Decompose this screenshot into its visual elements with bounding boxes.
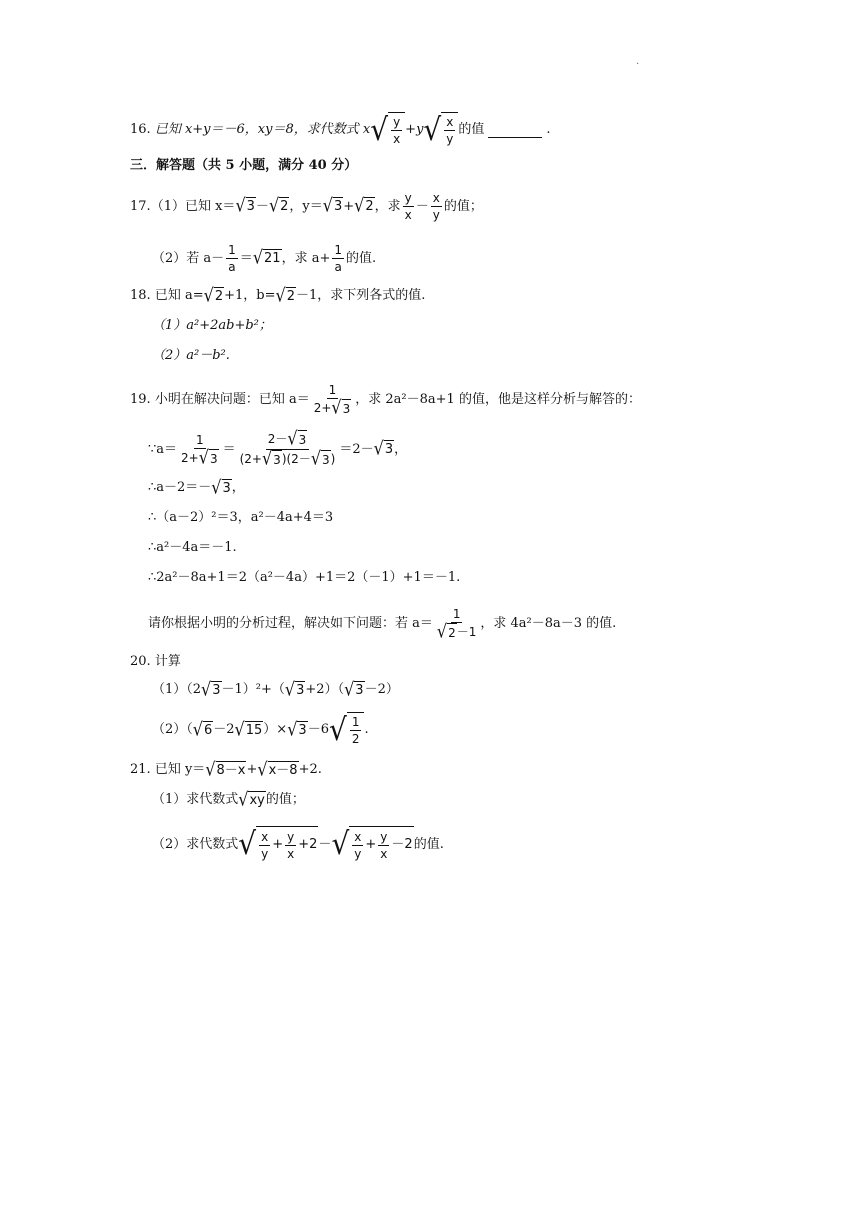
q19-task xyxy=(148,606,616,642)
question-21 xyxy=(130,757,322,780)
sqrt-expr-plus2: √ $\frac{x}{y}$ + $\frac{y}{x}$ +2 xyxy=(238,825,318,862)
frac-1-over-2-plus-sqrt3: 1 2+ √ 3 xyxy=(313,383,351,419)
sqrt-expr-minus2: √ $\frac{x}{y}$ + $\frac{y}{x}$ －2 xyxy=(331,825,413,862)
sqrt-half: √ $\frac{1}{2}$ xyxy=(329,712,364,748)
q21-text-c: +2. xyxy=(298,762,322,777)
q19-step3: ∴（a－2）²＝3，a²－4a+4＝3 xyxy=(148,510,334,525)
q20-part2 xyxy=(152,712,369,748)
q19-task-text: 请你根据小明的分析过程，解决如下问题：若 a＝ xyxy=(148,616,433,631)
sqrt-2: √ 2 xyxy=(268,194,289,217)
q20-p1d: －2） xyxy=(364,682,399,697)
q20-p1b: －1）²+（ xyxy=(221,682,285,697)
sqrt-2: √ 2 xyxy=(275,283,295,306)
q16-number: 16. xyxy=(130,122,151,137)
q19-s1c: ＝2－ xyxy=(339,441,374,457)
sqrt-3: √ 3 xyxy=(211,475,231,498)
q19-s1d: ， xyxy=(394,441,408,457)
q21-p2: （2）求代数式 xyxy=(152,836,239,852)
q16-text: 已知 x+y＝－6，xy＝8，求代数式 x xyxy=(154,122,371,137)
q21-text: 已知 y＝ xyxy=(154,762,206,777)
page-marker: . xyxy=(636,56,640,67)
sqrt-3: √ 3 xyxy=(373,437,394,460)
q17-p1-text: （1）已知 x＝ xyxy=(150,198,236,214)
sqrt-2: √ 2 xyxy=(354,194,374,217)
q18-part1: （1）a²+2ab+b²； xyxy=(152,318,272,333)
q20-title: 计算 xyxy=(154,654,181,669)
q19-intro: 小明在解决问题：已知 a＝ xyxy=(154,392,310,407)
q17-p2-ask: ，求 a+ xyxy=(281,250,331,266)
q20-p2d: －6 xyxy=(307,722,329,737)
frac-1-over-a: $\frac{1}{a}$ xyxy=(334,243,342,274)
q19-step2 xyxy=(148,475,245,498)
q16-plus: +y xyxy=(405,122,424,137)
q20-p1: （1）（2 xyxy=(152,682,202,697)
answer-blank[interactable] xyxy=(488,123,542,138)
q17-p1-end: 的值； xyxy=(443,198,483,214)
q19-s2b: ， xyxy=(231,480,245,495)
question-18 xyxy=(130,283,426,306)
q17-p2-text: （2）若 a－ xyxy=(152,250,225,266)
q18-number: 18. xyxy=(130,288,151,303)
sqrt-21: √ 21 xyxy=(252,246,281,269)
q18-text-b: +1，b= xyxy=(224,288,276,303)
q21-p1: （1）求代数式 xyxy=(152,792,239,807)
q18-text: 已知 a= xyxy=(154,288,204,303)
sqrt-2: √ 2 xyxy=(203,283,224,306)
q16-end: . xyxy=(546,122,551,137)
question-16 xyxy=(130,112,551,148)
q16-tail: 的值 xyxy=(458,122,485,137)
sqrt-3: √ 3 xyxy=(322,194,343,217)
q19-step1 xyxy=(148,427,408,470)
q19-step4: ∴a²－4a＝－1. xyxy=(148,540,237,555)
sqrt-15: √ 15 xyxy=(234,717,263,740)
section-title: 三．解答题（共 5 小题，满分 40 分） xyxy=(130,158,358,173)
q21-part1 xyxy=(152,787,305,810)
q20-p1c: +2）（ xyxy=(305,682,345,697)
q17-y-eq: ，y＝ xyxy=(289,198,323,214)
q20-p2b: －2 xyxy=(213,722,235,737)
q20-part1 xyxy=(152,677,399,700)
sqrt-8-minus-x: √ 8－x xyxy=(205,757,246,780)
minus-sign: － xyxy=(415,198,429,214)
question-20 xyxy=(130,652,181,672)
q20-p2e: . xyxy=(364,722,369,737)
minus-sign: － xyxy=(255,198,269,214)
question-17-part2 xyxy=(152,242,376,275)
equals-sign: ＝ xyxy=(239,250,253,266)
q20-p2c: ）× xyxy=(263,722,288,737)
q18-part2: （2）a²－b². xyxy=(152,348,230,363)
sqrt-3: √ 3 xyxy=(284,677,305,700)
frac-1-over-sqrt2-minus-1: 1 √ 2 －1 xyxy=(436,607,477,643)
question-19 xyxy=(130,382,641,418)
equals-sign: ＝ xyxy=(222,441,236,457)
sqrt-y-over-x: √ $\frac{y}{x}$ xyxy=(370,112,405,148)
minus-sign: － xyxy=(318,836,332,852)
sqrt-3: √ 3 xyxy=(344,677,364,700)
frac-step1: 1 2+ √ 3 xyxy=(181,432,218,468)
sqrt-3: √ 3 xyxy=(287,717,307,740)
question-17-part1 xyxy=(130,190,483,223)
sqrt-xy: √ xy xyxy=(238,787,265,810)
frac-1-over-a: $\frac{1}{a}$ xyxy=(228,243,236,274)
q17-number: 17. xyxy=(130,198,151,214)
q17-ask: ，求 xyxy=(374,198,401,214)
frac-x-over-y: $\frac{x}{y}$ xyxy=(432,191,440,222)
q18-text-c: －1，求下列各式的值. xyxy=(295,288,426,303)
q19-intro-b: ，求 2a²－8a+1 的值，他是这样分析与解答的： xyxy=(355,392,641,407)
q17-p2-end: 的值. xyxy=(345,250,377,266)
q21-number: 21. xyxy=(130,762,151,777)
sqrt-3: √ 3 xyxy=(235,194,255,217)
plus-sign: + xyxy=(343,198,355,214)
q21-p1b: 的值； xyxy=(265,792,305,807)
q19-task-b: ，求 4a²－8a－3 的值. xyxy=(480,616,617,631)
q21-part2 xyxy=(152,826,444,863)
plus-sign: + xyxy=(246,762,258,777)
q20-number: 20. xyxy=(130,654,151,669)
frac-y-over-x: $\frac{y}{x}$ xyxy=(404,191,412,222)
sqrt-x-minus-8: √ x－8 xyxy=(257,757,298,780)
q21-p2c: 的值. xyxy=(413,836,444,852)
sqrt-3: √ 3 xyxy=(201,677,221,700)
q20-p2: （2）（ xyxy=(152,722,193,737)
q19-number: 19. xyxy=(130,392,151,407)
q19-s1a: ∵a＝ xyxy=(148,441,178,457)
q19-step5: ∴2a²－8a+1＝2（a²－4a）+1＝2（－1）+1＝－1. xyxy=(148,570,461,585)
sqrt-x-over-y: √ $\frac{x}{y}$ xyxy=(423,112,458,148)
q19-s2: ∴a－2＝－ xyxy=(148,480,212,495)
frac-rationalized: 2－ √ 3 (2+ √ 3 )(2－ √ 3 ) xyxy=(239,427,336,470)
sqrt-6: √ 6 xyxy=(192,717,213,740)
